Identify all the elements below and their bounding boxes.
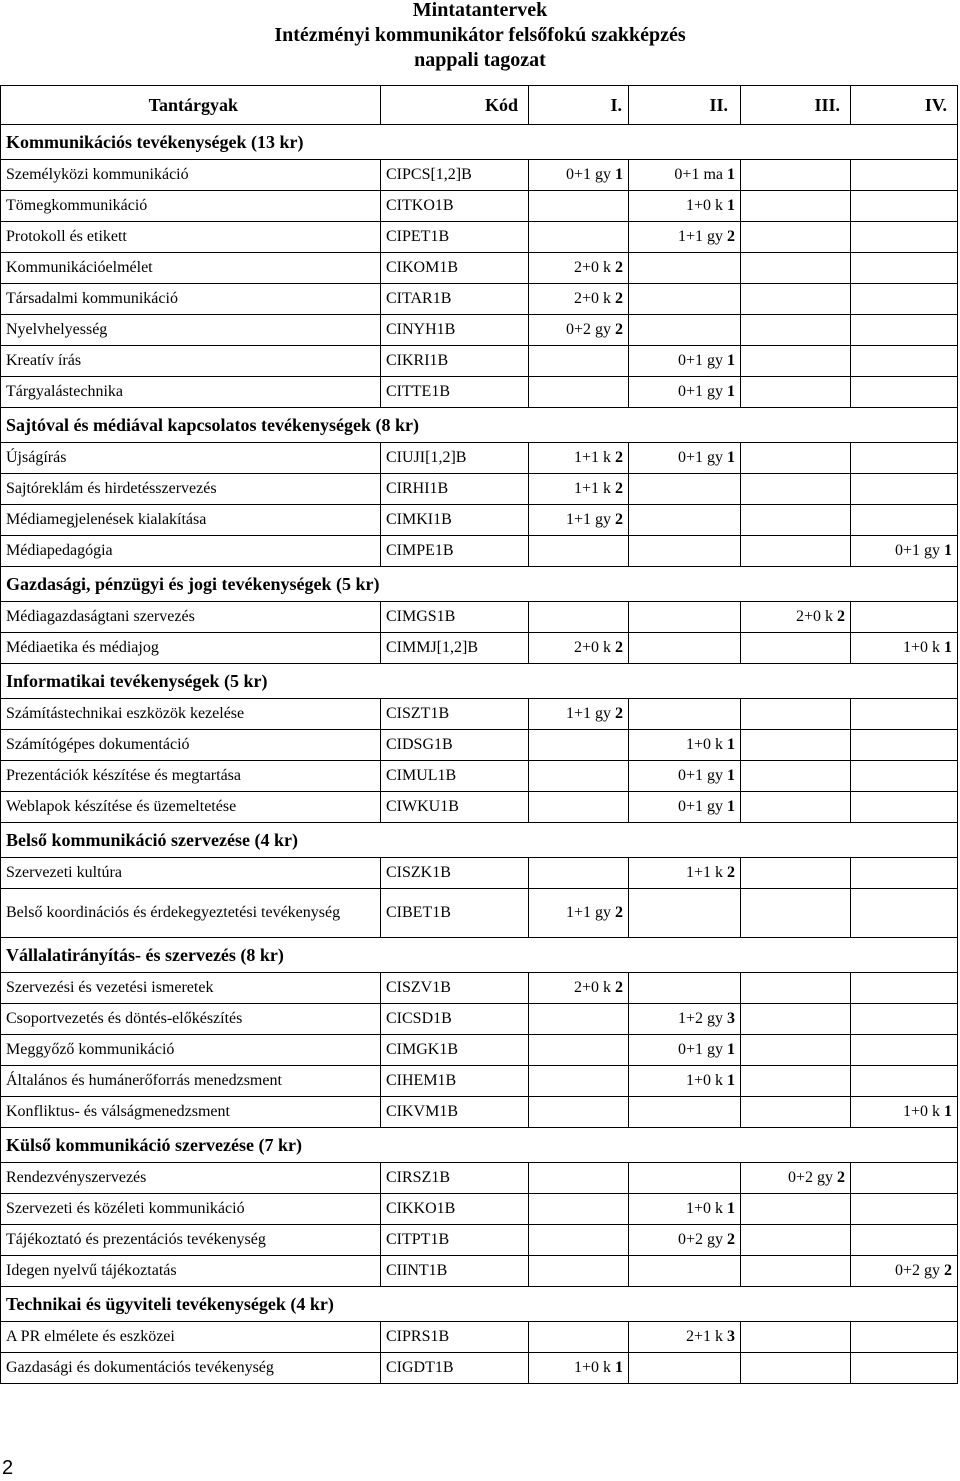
semester-3-value <box>741 474 851 505</box>
section-header-row <box>1 823 958 858</box>
course-name: Gazdasági és dokumentációs tevékenység <box>1 1353 381 1384</box>
course-code: CIMMJ[1,2]B <box>381 633 529 664</box>
section-title: Kommunikációs tevékenységek (13 kr) <box>1 125 958 160</box>
course-row <box>1 792 958 823</box>
course-row <box>1 1322 958 1353</box>
course-code: CIMKI1B <box>381 505 529 536</box>
semester-3-value <box>741 730 851 761</box>
semester-2-value: 2+1 k 3 <box>629 1322 741 1353</box>
semester-2-value: 0+1 gy 1 <box>629 443 741 474</box>
semester-4-value <box>851 315 958 346</box>
course-name: Szervezési és vezetési ismeretek <box>1 973 381 1004</box>
section-title: Vállalatirányítás- és szervezés (8 kr) <box>1 938 958 973</box>
semester-1-value: 0+1 gy 1 <box>529 160 629 191</box>
course-name: Weblapok készítése és üzemeltetése <box>1 792 381 823</box>
semester-3-value <box>741 222 851 253</box>
course-code: CIPCS[1,2]B <box>381 160 529 191</box>
course-name: Számítástechnikai eszközök kezelése <box>1 699 381 730</box>
course-code: CIPET1B <box>381 222 529 253</box>
curriculum-table <box>0 85 958 1384</box>
course-name: Médiagazdaságtani szervezés <box>1 602 381 633</box>
course-name: Újságírás <box>1 443 381 474</box>
course-row <box>1 1194 958 1225</box>
course-row <box>1 191 958 222</box>
course-code: CISZT1B <box>381 699 529 730</box>
course-code: CITPT1B <box>381 1225 529 1256</box>
semester-2-value: 0+1 gy 1 <box>629 792 741 823</box>
column-header-semester-2: II. <box>629 86 741 125</box>
section-title: Gazdasági, pénzügyi és jogi tevékenységek (5 kr) <box>1 567 958 602</box>
semester-2-value <box>629 699 741 730</box>
course-row <box>1 160 958 191</box>
semester-3-value <box>741 1035 851 1066</box>
course-row <box>1 1163 958 1194</box>
section-title: Belső kommunikáció szervezése (4 kr) <box>1 823 958 858</box>
section-header-row <box>1 664 958 699</box>
course-row <box>1 474 958 505</box>
semester-1-value <box>529 761 629 792</box>
course-name: Médiapedagógia <box>1 536 381 567</box>
course-name: Tájékoztató és prezentációs tevékenység <box>1 1225 381 1256</box>
semester-4-value <box>851 730 958 761</box>
semester-4-value <box>851 474 958 505</box>
semester-4-value <box>851 1066 958 1097</box>
table-header-row <box>1 86 958 125</box>
course-name: Médiamegjelenések kialakítása <box>1 505 381 536</box>
semester-1-value <box>529 602 629 633</box>
semester-4-value <box>851 377 958 408</box>
semester-2-value <box>629 1256 741 1287</box>
section-title: Külső kommunikáció szervezése (7 kr) <box>1 1128 958 1163</box>
course-code: CIPRS1B <box>381 1322 529 1353</box>
course-row <box>1 633 958 664</box>
semester-1-value: 1+1 gy 2 <box>529 505 629 536</box>
semester-2-value: 0+1 ma 1 <box>629 160 741 191</box>
semester-3-value <box>741 858 851 889</box>
section-header-row <box>1 1128 958 1163</box>
semester-2-value: 1+0 k 1 <box>629 191 741 222</box>
course-row <box>1 1256 958 1287</box>
course-code: CIUJI[1,2]B <box>381 443 529 474</box>
semester-3-value <box>741 1225 851 1256</box>
course-name: Tárgyalástechnika <box>1 377 381 408</box>
course-name: Kommunikációelmélet <box>1 253 381 284</box>
semester-4-value <box>851 602 958 633</box>
semester-4-value <box>851 792 958 823</box>
semester-2-value <box>629 1353 741 1384</box>
semester-4-value <box>851 443 958 474</box>
semester-1-value <box>529 1035 629 1066</box>
course-code: CIRHI1B <box>381 474 529 505</box>
course-code: CICSD1B <box>381 1004 529 1035</box>
course-code: CIMGK1B <box>381 1035 529 1066</box>
semester-1-value <box>529 1322 629 1353</box>
semester-3-value <box>741 253 851 284</box>
course-row <box>1 699 958 730</box>
semester-2-value <box>629 505 741 536</box>
semester-1-value: 1+1 gy 2 <box>529 699 629 730</box>
semester-3-value <box>741 191 851 222</box>
course-name: Személyközi kommunikáció <box>1 160 381 191</box>
page-title: Mintatantervek <box>412 0 548 21</box>
study-mode: nappali tagozat <box>414 49 546 71</box>
course-code: CIINT1B <box>381 1256 529 1287</box>
semester-4-value: 1+0 k 1 <box>851 633 958 664</box>
semester-4-value <box>851 699 958 730</box>
section-header-row <box>1 1287 958 1322</box>
course-name: Számítógépes dokumentáció <box>1 730 381 761</box>
semester-1-value <box>529 222 629 253</box>
semester-1-value: 1+1 k 2 <box>529 474 629 505</box>
course-row <box>1 730 958 761</box>
program-subtitle: Intézményi kommunikátor felsőfokú szakképzés <box>274 24 686 46</box>
semester-2-value: 1+1 gy 2 <box>629 222 741 253</box>
semester-2-value <box>629 315 741 346</box>
section-header-row <box>1 567 958 602</box>
semester-1-value <box>529 1194 629 1225</box>
course-row <box>1 315 958 346</box>
semester-2-value: 0+1 gy 1 <box>629 346 741 377</box>
semester-4-value <box>851 889 958 938</box>
section-title: Sajtóval és médiával kapcsolatos tevékenységek (8 kr) <box>1 408 958 443</box>
course-code: CIKVM1B <box>381 1097 529 1128</box>
course-row <box>1 889 958 938</box>
course-code: CISZK1B <box>381 858 529 889</box>
course-name: Protokoll és etikett <box>1 222 381 253</box>
semester-4-value <box>851 284 958 315</box>
semester-3-value: 0+2 gy 2 <box>741 1163 851 1194</box>
semester-1-value <box>529 536 629 567</box>
semester-3-value <box>741 973 851 1004</box>
semester-2-value <box>629 889 741 938</box>
semester-1-value: 2+0 k 2 <box>529 284 629 315</box>
semester-3-value <box>741 505 851 536</box>
course-row <box>1 1097 958 1128</box>
semester-1-value <box>529 1097 629 1128</box>
course-code: CIWKU1B <box>381 792 529 823</box>
semester-4-value: 0+2 gy 2 <box>851 1256 958 1287</box>
semester-3-value <box>741 1004 851 1035</box>
semester-3-value <box>741 284 851 315</box>
semester-3-value <box>741 1097 851 1128</box>
semester-2-value: 0+1 gy 1 <box>629 761 741 792</box>
semester-2-value: 0+1 gy 1 <box>629 1035 741 1066</box>
semester-4-value <box>851 253 958 284</box>
semester-4-value <box>851 160 958 191</box>
section-header-row <box>1 938 958 973</box>
course-row <box>1 1066 958 1097</box>
semester-3-value: 2+0 k 2 <box>741 602 851 633</box>
semester-4-value: 0+1 gy 1 <box>851 536 958 567</box>
course-code: CIBET1B <box>381 889 529 938</box>
course-name: Prezentációk készítése és megtartása <box>1 761 381 792</box>
semester-1-value: 0+2 gy 2 <box>529 315 629 346</box>
course-row <box>1 443 958 474</box>
course-name: Általános és humánerőforrás menedzsment <box>1 1066 381 1097</box>
course-name: Sajtóreklám és hirdetésszervezés <box>1 474 381 505</box>
semester-4-value <box>851 505 958 536</box>
semester-3-value <box>741 1256 851 1287</box>
semester-4-value <box>851 1322 958 1353</box>
semester-4-value <box>851 858 958 889</box>
course-code: CIMUL1B <box>381 761 529 792</box>
course-code: CINYH1B <box>381 315 529 346</box>
semester-2-value: 0+1 gy 1 <box>629 377 741 408</box>
semester-2-value <box>629 284 741 315</box>
course-row <box>1 222 958 253</box>
course-row <box>1 761 958 792</box>
semester-3-value <box>741 699 851 730</box>
course-row <box>1 1035 958 1066</box>
semester-2-value <box>629 253 741 284</box>
semester-3-value <box>741 889 851 938</box>
course-name: Társadalmi kommunikáció <box>1 284 381 315</box>
course-row <box>1 346 958 377</box>
section-title: Informatikai tevékenységek (5 kr) <box>1 664 958 699</box>
course-name: Idegen nyelvű tájékoztatás <box>1 1256 381 1287</box>
semester-1-value <box>529 1256 629 1287</box>
semester-1-value: 1+0 k 1 <box>529 1353 629 1384</box>
course-code: CIKRI1B <box>381 346 529 377</box>
section-header-row <box>1 408 958 443</box>
semester-1-value: 2+0 k 2 <box>529 973 629 1004</box>
course-name: Konfliktus- és válságmenedzsment <box>1 1097 381 1128</box>
semester-1-value <box>529 1004 629 1035</box>
semester-2-value: 1+0 k 1 <box>629 1194 741 1225</box>
page-number: 2 <box>2 1457 14 1479</box>
semester-4-value <box>851 1163 958 1194</box>
course-row <box>1 1004 958 1035</box>
semester-2-value: 1+0 k 1 <box>629 1066 741 1097</box>
course-name: Belső koordinációs és érdekegyeztetési tevékenység <box>1 889 381 938</box>
semester-3-value <box>741 315 851 346</box>
semester-4-value <box>851 1225 958 1256</box>
course-name: Nyelvhelyesség <box>1 315 381 346</box>
semester-2-value: 1+2 gy 3 <box>629 1004 741 1035</box>
semester-3-value <box>741 792 851 823</box>
semester-1-value: 1+1 k 2 <box>529 443 629 474</box>
course-code: CITTE1B <box>381 377 529 408</box>
course-code: CITKO1B <box>381 191 529 222</box>
course-row <box>1 602 958 633</box>
semester-1-value <box>529 730 629 761</box>
course-name: Szervezeti kultúra <box>1 858 381 889</box>
semester-1-value <box>529 1225 629 1256</box>
semester-1-value <box>529 1066 629 1097</box>
semester-4-value <box>851 1035 958 1066</box>
column-header-code: Kód <box>381 86 529 125</box>
semester-4-value <box>851 1004 958 1035</box>
semester-3-value <box>741 761 851 792</box>
course-code: CIKOM1B <box>381 253 529 284</box>
semester-4-value <box>851 346 958 377</box>
semester-4-value <box>851 1194 958 1225</box>
semester-4-value <box>851 1353 958 1384</box>
course-row <box>1 253 958 284</box>
semester-1-value <box>529 1163 629 1194</box>
semester-1-value: 2+0 k 2 <box>529 253 629 284</box>
column-header-semester-4: IV. <box>851 86 958 125</box>
semester-3-value <box>741 377 851 408</box>
course-name: Szervezeti és közéleti kommunikáció <box>1 1194 381 1225</box>
course-code: CIHEM1B <box>381 1066 529 1097</box>
semester-2-value <box>629 1097 741 1128</box>
course-name: Kreatív írás <box>1 346 381 377</box>
semester-1-value <box>529 858 629 889</box>
semester-3-value <box>741 443 851 474</box>
column-header-semester-1: I. <box>529 86 629 125</box>
semester-3-value <box>741 1066 851 1097</box>
semester-2-value: 1+0 k 1 <box>629 730 741 761</box>
semester-4-value <box>851 761 958 792</box>
semester-2-value: 0+2 gy 2 <box>629 1225 741 1256</box>
semester-2-value: 1+1 k 2 <box>629 858 741 889</box>
course-code: CIMGS1B <box>381 602 529 633</box>
semester-1-value <box>529 377 629 408</box>
course-name: Médiaetika és médiajog <box>1 633 381 664</box>
course-row <box>1 505 958 536</box>
semester-3-value <box>741 1194 851 1225</box>
course-name: Tömegkommunikáció <box>1 191 381 222</box>
semester-2-value <box>629 474 741 505</box>
section-header-row <box>1 125 958 160</box>
column-header-subjects: Tantárgyak <box>1 86 381 125</box>
course-row <box>1 858 958 889</box>
course-name: Meggyőző kommunikáció <box>1 1035 381 1066</box>
semester-3-value <box>741 160 851 191</box>
course-row <box>1 1225 958 1256</box>
semester-3-value <box>741 1353 851 1384</box>
semester-4-value <box>851 973 958 1004</box>
course-code: CIGDT1B <box>381 1353 529 1384</box>
semester-1-value <box>529 792 629 823</box>
course-row <box>1 1353 958 1384</box>
semester-2-value <box>629 1163 741 1194</box>
semester-3-value <box>741 536 851 567</box>
semester-3-value <box>741 1322 851 1353</box>
semester-2-value <box>629 536 741 567</box>
course-name: Rendezvényszervezés <box>1 1163 381 1194</box>
semester-1-value <box>529 191 629 222</box>
course-name: Csoportvezetés és döntés-előkészítés <box>1 1004 381 1035</box>
course-code: CITAR1B <box>381 284 529 315</box>
semester-1-value: 1+1 gy 2 <box>529 889 629 938</box>
course-name: A PR elmélete és eszközei <box>1 1322 381 1353</box>
semester-4-value: 1+0 k 1 <box>851 1097 958 1128</box>
semester-4-value <box>851 222 958 253</box>
semester-3-value <box>741 346 851 377</box>
course-row <box>1 377 958 408</box>
course-code: CIMPE1B <box>381 536 529 567</box>
course-row <box>1 536 958 567</box>
section-title: Technikai és ügyviteli tevékenységek (4 kr) <box>1 1287 958 1322</box>
course-code: CISZV1B <box>381 973 529 1004</box>
course-code: CIDSG1B <box>381 730 529 761</box>
semester-2-value <box>629 633 741 664</box>
course-row <box>1 284 958 315</box>
course-code: CIRSZ1B <box>381 1163 529 1194</box>
column-header-semester-3: III. <box>741 86 851 125</box>
course-row <box>1 973 958 1004</box>
semester-2-value <box>629 602 741 633</box>
semester-1-value <box>529 346 629 377</box>
course-code: CIKKO1B <box>381 1194 529 1225</box>
semester-2-value <box>629 973 741 1004</box>
semester-3-value <box>741 633 851 664</box>
semester-1-value: 2+0 k 2 <box>529 633 629 664</box>
semester-4-value <box>851 191 958 222</box>
